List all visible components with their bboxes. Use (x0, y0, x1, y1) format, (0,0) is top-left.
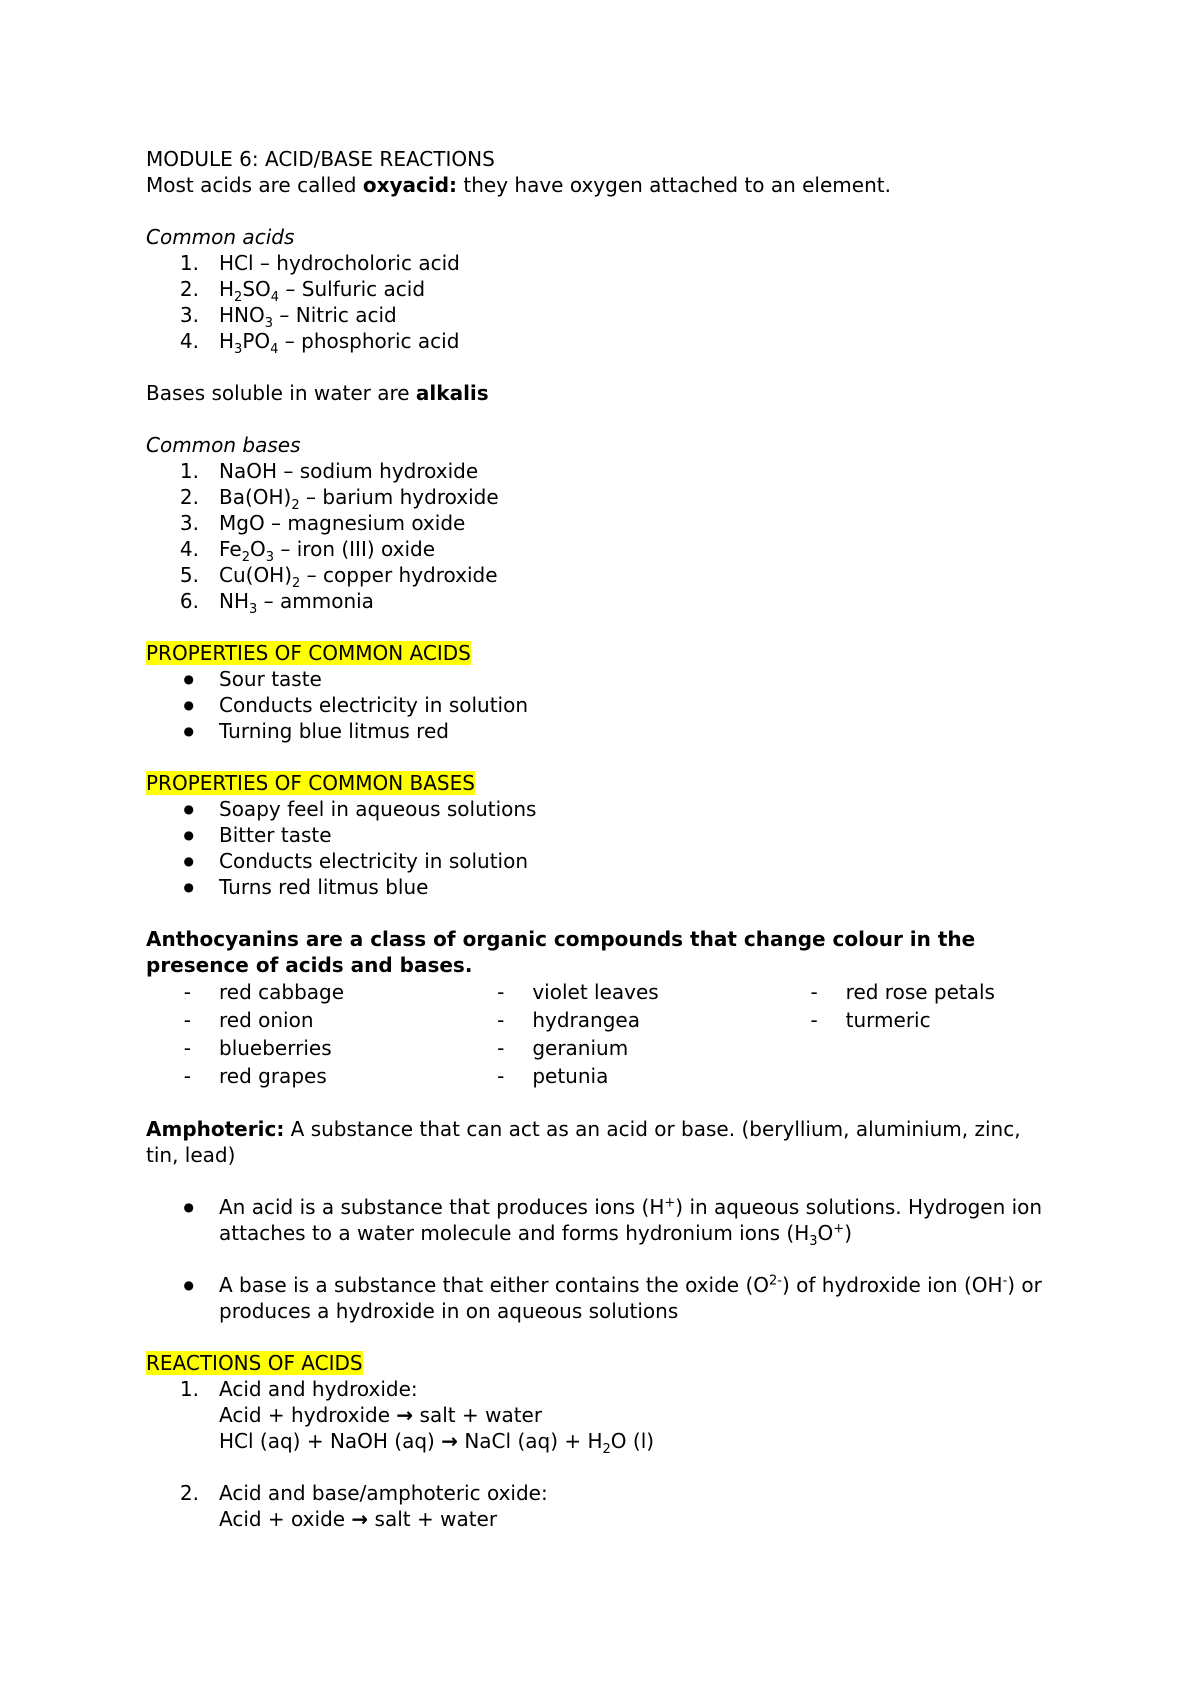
list-number: 1. (179, 459, 199, 483)
source-name: petunia (532, 1064, 609, 1088)
list-item-text: A base is a substance that either contains the oxide $(O^{2-})$ of hydroxide ion (OH-) or produces a hydroxide in on aqueous solutions (219, 1273, 1042, 1323)
common-bases-list (146, 458, 1086, 617)
list-number: 5. (179, 563, 199, 587)
list-item-text: Turns red litmus blue (219, 875, 429, 899)
list-item-text: $Fe_2O_3$ – iron (III) oxide (219, 537, 436, 565)
source-column (773, 978, 1086, 1090)
dash-marker: - (497, 980, 505, 1004)
acid-properties-heading: PROPERTIES OF COMMON ACIDS (146, 641, 471, 665)
base-properties-heading: PROPERTIES OF COMMON BASES (146, 771, 475, 795)
list-item-text: HCl – hydrocholoric acid (219, 251, 460, 275)
amphoteric-term: Amphoteric: (146, 1117, 285, 1141)
acid-property (146, 718, 1086, 744)
alkalis-line: Bases soluble in water are alkalis (146, 381, 489, 405)
definition-item (146, 1272, 1086, 1324)
oxyacid-term: oxyacid: (362, 173, 458, 197)
bullet-icon: ● (183, 698, 194, 712)
acid-item (146, 276, 1086, 305)
list-number: 1. (179, 1377, 199, 1401)
reaction-item (146, 1376, 1086, 1457)
reactions-heading: REACTIONS OF ACIDS (146, 1351, 363, 1375)
list-item-text: MgO – magnesium oxide (219, 511, 466, 535)
acid-property (146, 692, 1086, 718)
source-item (146, 1006, 459, 1034)
list-item-text: NaOH – sodium hydroxide (219, 459, 479, 483)
reaction-body (219, 1376, 1086, 1457)
source-item (773, 1006, 1086, 1034)
common-bases-heading: Common bases (146, 433, 301, 457)
list-item-text: $Ba(OH)_2$ – barium hydroxide (219, 485, 499, 513)
base-property (146, 848, 1086, 874)
list-item-text: $H_3PO_4$ – phosphoric acid (219, 329, 460, 357)
list-item-text: $H_2SO_4$ – Sulfuric acid (219, 277, 426, 305)
reaction-equation: HCl (aq) + NaOH (aq) → NaCl $(aq) + H_2O$ (l) (219, 1429, 655, 1457)
list-item-text: $HNO_3$ – Nitric acid (219, 303, 397, 331)
source-item (146, 978, 459, 1006)
base-item (146, 458, 1086, 484)
base-properties-list (146, 796, 1086, 900)
bullet-icon: ● (183, 724, 194, 738)
list-number: 2. (179, 277, 199, 301)
source-item (146, 1062, 459, 1090)
source-item (773, 978, 1086, 1006)
acid-properties-list (146, 666, 1086, 744)
list-number: 3. (179, 511, 199, 535)
reaction-title: Acid and hydroxide: (219, 1377, 418, 1401)
source-item (459, 978, 772, 1006)
bullet-icon: ● (183, 672, 194, 686)
base-item (146, 588, 1086, 617)
source-name: violet leaves (532, 980, 659, 1004)
acid-base-definitions (146, 1194, 1086, 1324)
amphoteric-definition: Amphoteric: A substance that can act as an acid or base. (beryllium, aluminium, zinc, tin, lead) (146, 1117, 1021, 1167)
source-name: red onion (219, 1008, 314, 1032)
dash-marker: - (497, 1064, 505, 1088)
list-item-text: $NH_3$ – ammonia (219, 589, 374, 617)
source-item (146, 1034, 459, 1062)
acid-property (146, 666, 1086, 692)
source-name: turmeric (845, 1008, 931, 1032)
bullet-icon: ● (183, 802, 194, 816)
source-item (459, 1034, 772, 1062)
source-name: red rose petals (845, 980, 995, 1004)
dash-marker: - (810, 980, 818, 1004)
source-column (459, 978, 772, 1090)
reaction-item (146, 1480, 1086, 1532)
source-column (146, 978, 459, 1090)
intro-line: Most acids are called oxyacid: they have oxygen attached to an element. (146, 173, 891, 197)
list-item-text: An acid is a substance that produces ions (H+) in aqueous solutions. Hydrogen ion attaches to a water molecule and forms hydronium ions $(H_3O^+)$ (219, 1195, 1043, 1249)
acid-item (146, 250, 1086, 276)
base-property (146, 796, 1086, 822)
dash-marker: - (183, 1036, 191, 1060)
anthocyanin-sources (146, 978, 1086, 1090)
list-number: 2. (179, 1481, 199, 1505)
source-item (459, 1062, 772, 1090)
base-item (146, 510, 1086, 536)
bullet-icon: ● (183, 854, 194, 868)
base-property (146, 874, 1086, 900)
dash-marker: - (183, 1008, 191, 1032)
reaction-equation: Acid + hydroxide → salt + water (219, 1403, 543, 1427)
base-item (146, 562, 1086, 591)
acid-item (146, 302, 1086, 331)
dash-marker: - (183, 1064, 191, 1088)
source-name: blueberries (219, 1036, 332, 1060)
bullet-icon: ● (183, 880, 194, 894)
source-item (459, 1006, 772, 1034)
reaction-title: Acid and base/amphoteric oxide: (219, 1481, 548, 1505)
dash-marker: - (810, 1008, 818, 1032)
list-item-text: Turning blue litmus red (219, 719, 449, 743)
source-name: red cabbage (219, 980, 345, 1004)
common-acids-list (146, 250, 1086, 357)
base-item (146, 536, 1086, 565)
list-number: 1. (179, 251, 199, 275)
reactions-list (146, 1376, 1086, 1532)
alkalis-term: alkalis (415, 381, 489, 405)
anthocyanins-statement: Anthocyanins are a class of organic compounds that change colour in the presence of acids and bases. (146, 927, 976, 977)
list-item-text: Soapy feel in aqueous solutions (219, 797, 537, 821)
document-content (146, 146, 1086, 1532)
list-item-text: Conducts electricity in solution (219, 849, 529, 873)
definition-item (146, 1194, 1086, 1249)
list-number: 4. (179, 329, 199, 353)
source-name: hydrangea (532, 1008, 640, 1032)
base-item (146, 484, 1086, 513)
list-number: 6. (179, 589, 199, 613)
list-number: 2. (179, 485, 199, 509)
list-item-text: Sour taste (219, 667, 322, 691)
dash-marker: - (497, 1036, 505, 1060)
source-name: geranium (532, 1036, 629, 1060)
list-number: 4. (179, 537, 199, 561)
bullet-icon: ● (183, 1200, 194, 1214)
bullet-icon: ● (183, 828, 194, 842)
dash-marker: - (497, 1008, 505, 1032)
list-number: 3. (179, 303, 199, 327)
source-name: red grapes (219, 1064, 327, 1088)
common-acids-heading: Common acids (146, 225, 295, 249)
reaction-body (219, 1480, 1086, 1532)
acid-item (146, 328, 1086, 357)
reaction-equation: Acid + oxide → salt + water (219, 1507, 498, 1531)
dash-marker: - (183, 980, 191, 1004)
list-item-text: $Cu(OH)_2$ – copper hydroxide (219, 563, 498, 591)
base-property (146, 822, 1086, 848)
list-item-text: Conducts electricity in solution (219, 693, 529, 717)
list-item-text: Bitter taste (219, 823, 332, 847)
page-title: MODULE 6: ACID/BASE REACTIONS (146, 147, 495, 171)
bullet-icon: ● (183, 1278, 194, 1292)
